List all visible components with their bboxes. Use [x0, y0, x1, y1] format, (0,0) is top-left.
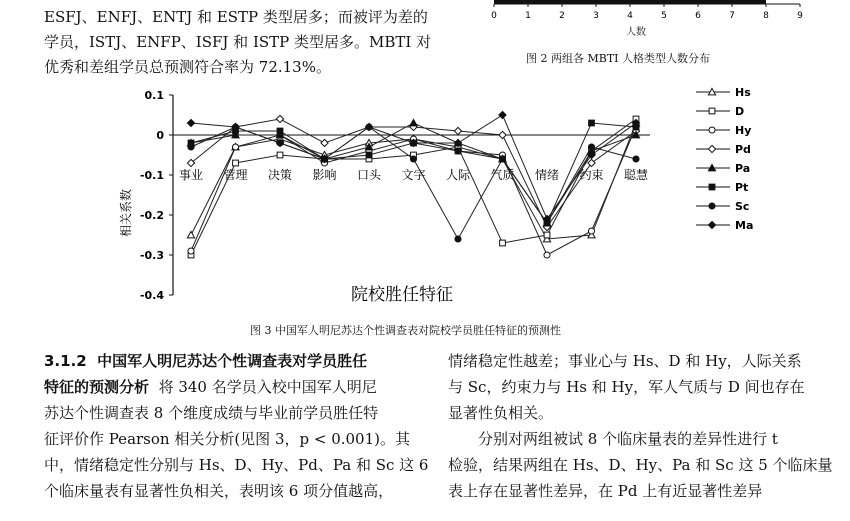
right-line: 表上存在显著性差异，在 Pd 上有近显著性差异 [448, 482, 763, 500]
fig3-chart [0, 80, 850, 315]
fig2-tick-label: 4 [627, 11, 633, 21]
data-point [366, 152, 372, 158]
data-point [365, 123, 372, 130]
data-point [188, 144, 194, 150]
legend-label: Ma [735, 219, 754, 232]
fig2-tick-label: 5 [661, 11, 667, 21]
x-category-label: 口头 [356, 168, 382, 182]
x-category-label: 人际 [445, 168, 471, 182]
data-point [187, 119, 194, 126]
legend-marker [709, 184, 715, 190]
right-line: 分别对两组被试 8 个临床量表的差异性进行 t [478, 430, 778, 448]
data-point [455, 148, 461, 154]
data-point [499, 156, 505, 162]
legend-label: Pa [735, 162, 751, 175]
fig2-bar [494, 0, 766, 4]
y-tick-label: -0.1 [139, 169, 164, 182]
section-line: 个临床量表有显著性负相关，表明该 6 项分值越高， [44, 482, 394, 500]
data-point [499, 131, 506, 138]
legend-label: Hy [735, 124, 752, 137]
right-line: 与 Sc，约束力与 Hs 和 Hy，军人气质与 D 间也存在 [448, 378, 805, 396]
fig2-tick-label: 0 [491, 11, 497, 21]
data-point [277, 128, 283, 134]
legend-marker [709, 203, 715, 209]
data-point [232, 144, 238, 150]
data-point [410, 119, 417, 125]
section-text: 将 340 名学员入校中国军人明尼 [158, 378, 377, 396]
data-point [276, 115, 283, 122]
paragraph-line: ESFJ、ENFJ、ENTJ 和 ESTP 类型居多；而被评为差的 [44, 8, 428, 26]
data-point [277, 152, 283, 158]
data-point [499, 111, 506, 118]
paragraph-line: 学员，ISTJ、ENFP、ISFJ 和 ISTP 类型居多。MBTI 对 [44, 33, 432, 51]
fig2-tick-label: 6 [695, 11, 701, 21]
data-point [233, 160, 239, 166]
legend-marker [708, 221, 715, 228]
data-point [187, 231, 194, 237]
section-line: 苏达个性调查表 8 个维度成绩与毕业前学员胜任特 [44, 404, 379, 422]
data-point [544, 252, 550, 258]
data-point [589, 120, 595, 126]
fig2-caption: 图 2 两组各 MBTI 人格类型人数分布 [526, 52, 711, 65]
fig2-tick-label: 2 [559, 11, 565, 21]
legend-marker [708, 145, 715, 152]
x-category-label: 决策 [267, 168, 293, 182]
x-category-label: 约束 [579, 168, 604, 182]
data-point [188, 248, 194, 254]
x-category-label: 文字 [401, 168, 426, 182]
section-heading [44, 349, 367, 373]
data-point [633, 156, 639, 162]
x-category-label: 事业 [178, 168, 204, 182]
y-tick-label: 0.1 [144, 89, 164, 102]
data-point [455, 236, 461, 242]
y-axis-label: 相关系数 [119, 188, 133, 238]
fig2-tick-label: 8 [763, 11, 769, 21]
data-point [410, 156, 416, 162]
right-line: 检验，结果两组在 Hs、D、Hy、Pa 和 Sc 这 5 个临床量 [448, 456, 833, 474]
x-category-label: 管理 [223, 168, 248, 182]
legend-marker [709, 127, 715, 133]
fig2-tick-label: 1 [525, 11, 531, 21]
right-line: 显著性负相关。 [448, 404, 554, 422]
x-axis-title: 院校胜任特征 [351, 285, 453, 305]
legend-label: Pd [735, 143, 751, 156]
section-title-cont: 特征的预测分析 [44, 378, 150, 396]
fig2-axis [480, 0, 820, 46]
legend-label: D [735, 105, 745, 118]
x-category-label: 影响 [312, 168, 337, 182]
fig2-tick-label: 9 [797, 11, 803, 21]
y-tick-label: 0 [156, 129, 164, 142]
data-point [454, 127, 461, 134]
fig2-xlabel: 人数 [626, 27, 646, 38]
legend-label: Pt [735, 181, 749, 194]
section-line: 中，情绪稳定性分别与 Hs、D、Hy、Pd、Pa 和 Sc 这 6 [44, 456, 429, 474]
data-point [321, 139, 328, 146]
x-category-label: 情绪 [534, 168, 560, 182]
right-line: 情绪稳定性越差；事业心与 Hs、D 和 Hy，人际关系 [448, 352, 802, 370]
paragraph-line: 优秀和差组学员总预测符合率为 72.13%。 [44, 58, 331, 76]
data-point [588, 228, 594, 234]
fig2-tick-label: 7 [729, 11, 735, 21]
data-point [544, 232, 550, 238]
section-number: 3.1.2 [44, 352, 87, 370]
legend-marker [709, 108, 715, 114]
x-category-label: 气质 [490, 168, 515, 182]
legend-label: Hs [735, 86, 751, 99]
y-tick-label: -0.4 [139, 289, 164, 302]
legend-label: Sc [735, 200, 750, 213]
x-category-label: 聪慧 [623, 168, 649, 182]
fig3-caption: 图 3 中国军人明尼苏达个性调查表对院校学员胜任特征的预测性 [250, 324, 561, 337]
section-line: 征评价作 Pearson 相关分析(见图 3，p < 0.001)。其 [44, 430, 410, 448]
section-title: 中国军人明尼苏达个性调查表对学员胜任 [97, 352, 368, 370]
y-tick-label: -0.3 [139, 249, 164, 262]
data-point [588, 159, 595, 166]
section-line [44, 375, 377, 399]
y-tick-label: -0.2 [139, 209, 164, 222]
fig2-tick-label: 3 [593, 11, 599, 21]
data-point [500, 240, 506, 246]
data-point [588, 144, 594, 150]
